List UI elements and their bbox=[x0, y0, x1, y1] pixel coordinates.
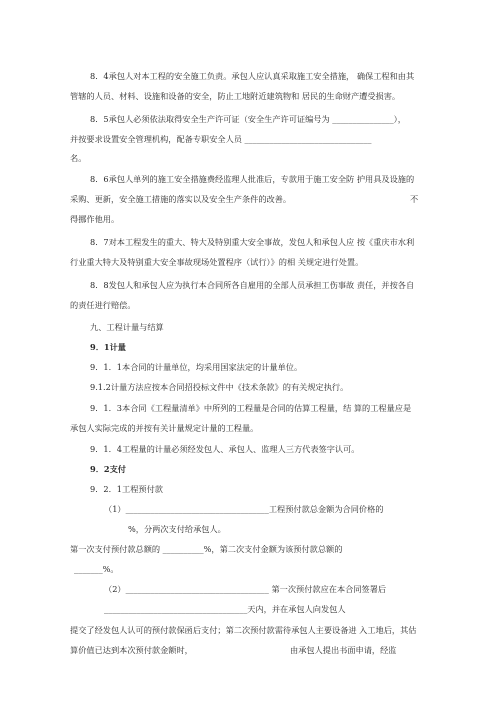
text-line: 并按要求设置安全管理机构，配备专职安全人员 _______________________________ bbox=[70, 134, 372, 144]
text-line: 第一次支付预付款总额的 __________%，第二次支付金额为该预付款总额的 bbox=[70, 544, 343, 554]
text-line: 承包人实际完成的并按有关计量规定计量的工程量。 bbox=[70, 423, 259, 433]
text-line: 8．5承包人必须依法取得安全生产许可证（安全生产许可证编号为 _______________）， bbox=[90, 114, 406, 124]
text-line: 采购、更新，安全施工措施的落实以及安全生产条件的改善。 bbox=[70, 194, 292, 204]
text-line: （1）___________________________________工程预付款总金额为合同价格的 bbox=[104, 504, 384, 514]
text-line: 8．8发包人和承包人应为执行本合同所各自雇用的全部人员承担工伤事故 责任，并按各自 bbox=[90, 280, 415, 290]
text-line: 不 bbox=[410, 194, 419, 204]
text-line: 的责任进行赔偿。 bbox=[70, 300, 136, 310]
text-line: 9.1.2计量方法应按本合同招投标文件中《技术条款》的有关规定执行。 bbox=[90, 382, 349, 392]
subsection-heading: 9．1计量 bbox=[90, 342, 126, 352]
text-line: 提交了经发包人认可的预付款保函后支付；第二次预付款需待承包人主要设备进 入工地后，其估 bbox=[70, 625, 417, 635]
section-heading: 九、工程计量与结算 bbox=[90, 322, 164, 332]
text-line: （2）___________________________________ 第一次预付款应在本合同签署后 bbox=[104, 584, 387, 594]
text-line: 得挪作他用。 bbox=[70, 214, 120, 224]
text-line: ___________________________________天内，并在承包人向发包人 bbox=[104, 604, 346, 614]
subsection-heading: 9．2支付 bbox=[90, 464, 126, 474]
text-line: 管辖的人员、材料、设施和设备的安全，防止工地附近建筑物和 居民的生命财产遭受损害。 bbox=[70, 91, 401, 101]
text-line: 9．1．3本合同《工程量清单》中所列的工程量是合同的估算工程量，结 算的工程量应是 bbox=[90, 403, 412, 413]
text-line: 行业重大特大及特别重大安全事故现场处置程序（试行）》的相 关规定进行处置。 bbox=[70, 257, 364, 267]
text-line: 8．6承包人单列的施工安全措施费经监理人批准后，专款用于施工安全防 护用具及设施的 bbox=[90, 174, 415, 184]
text-line: 由承包人提出书面申请，经监 bbox=[290, 645, 397, 655]
text-line: 9．1．1本合同的计量单位，均采用国家法定的计量单位。 bbox=[90, 362, 303, 372]
subsection-heading: 9．2．1工程预付款 bbox=[90, 484, 163, 494]
text-line: 8．7对本工程发生的重大、特大及特别重大安全事故，发包人和承包人应 按《重庆市水利 bbox=[90, 237, 415, 247]
text-line: 名。 bbox=[70, 153, 87, 163]
text-line: _______%。 bbox=[74, 564, 119, 574]
text-line: %，分两次支付给承包人。 bbox=[128, 524, 226, 534]
text-line: 8．4承包人对本工程的安全施工负责。承包人应认真采取施工安全措施， 确保工程和由其 bbox=[90, 71, 415, 81]
text-line: 9．1．4工程量的计量必须经发包人、承包人、监理人三方代表签字认可。 bbox=[90, 444, 360, 454]
text-line: 算价值已达到本次预付款金额时， bbox=[70, 645, 193, 655]
